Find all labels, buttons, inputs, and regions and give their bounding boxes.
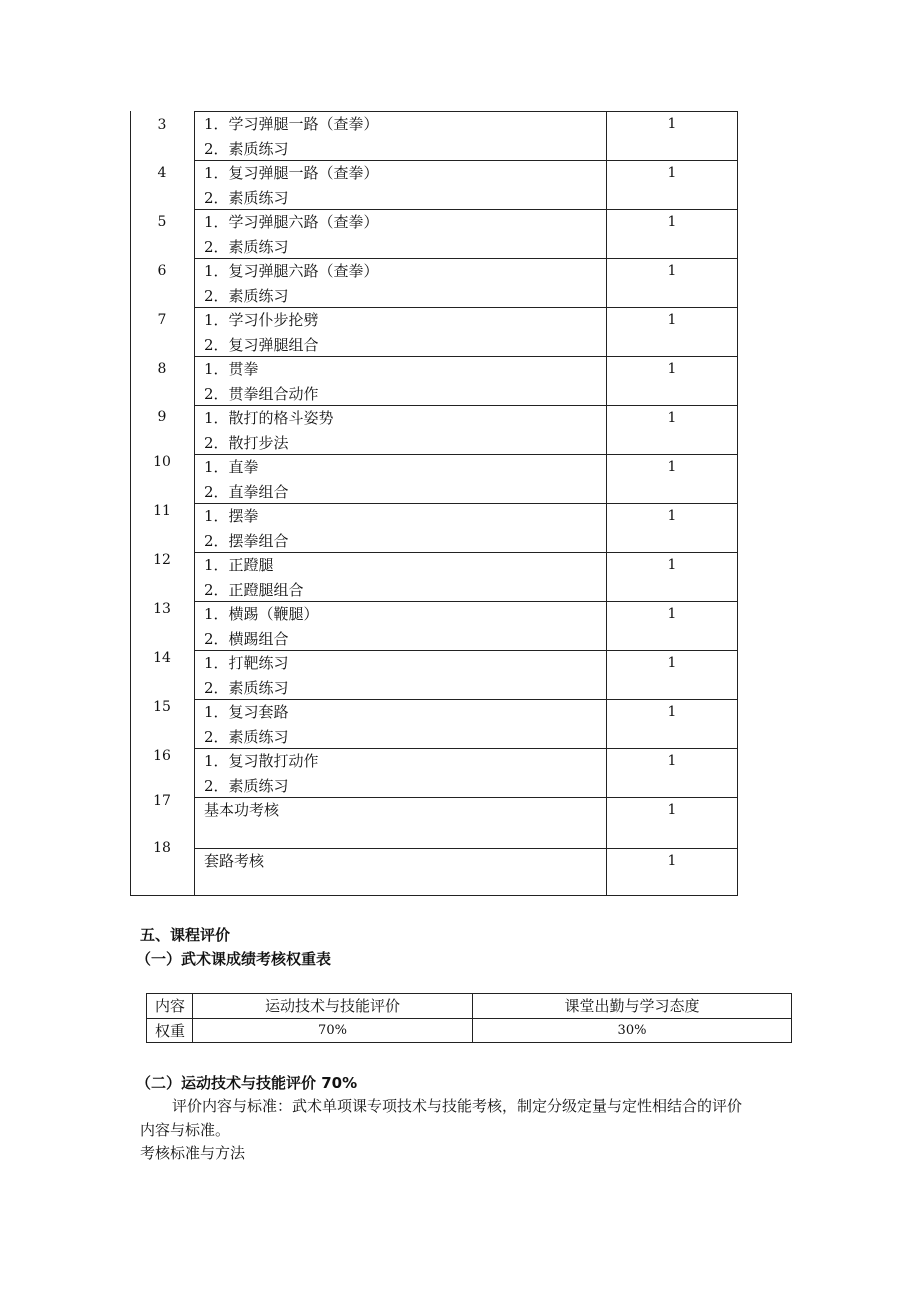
- week-number: 17: [153, 793, 171, 809]
- lesson-line: 1．正蹬腿: [204, 556, 274, 574]
- lesson-line: 1．打靶练习: [204, 654, 289, 672]
- lesson-hours: 1: [667, 802, 677, 818]
- lesson-content: [204, 210, 604, 259]
- lesson-content: [204, 357, 604, 406]
- lesson-line: 1．横踢（鞭腿）: [204, 605, 319, 623]
- lesson-hours: 1: [667, 214, 677, 230]
- week-number: 7: [157, 312, 167, 328]
- week-number: 16: [153, 748, 171, 764]
- lesson-content: [204, 259, 604, 308]
- lesson-content: [204, 798, 604, 823]
- lesson-line: 2．素质练习: [204, 286, 289, 305]
- lesson-content: [204, 700, 604, 749]
- week-number: 14: [153, 650, 171, 666]
- lesson-content: [204, 553, 604, 602]
- lesson-line: 1．学习弹腿六路（查拳）: [204, 213, 379, 231]
- lesson-hours: 1: [667, 606, 677, 622]
- lesson-content: [204, 504, 604, 553]
- week-number: 8: [157, 361, 167, 377]
- lesson-hours: 1: [667, 508, 677, 524]
- weight-header-skill: 运动技术与技能评价: [264, 997, 400, 1015]
- section-title: 五、课程评价: [140, 926, 231, 944]
- lesson-line: 2．横踢组合: [204, 629, 289, 648]
- weight-value-skill: 70%: [318, 1023, 347, 1038]
- schedule-table: [130, 111, 738, 896]
- lesson-line: 2．素质练习: [204, 237, 289, 256]
- lesson-line: 套路考核: [204, 852, 265, 870]
- weight-row-label: 权重: [154, 1022, 185, 1040]
- lesson-hours: 1: [667, 165, 677, 181]
- lesson-hours: 1: [667, 361, 677, 377]
- weight-header-content: 内容: [154, 997, 185, 1015]
- lesson-line: 2．复习弹腿组合: [204, 335, 319, 354]
- lesson-line: 1．复习弹腿一路（查拳）: [204, 164, 379, 182]
- weight-table-left: [146, 993, 147, 1043]
- weight-table: [146, 993, 792, 1043]
- lesson-hours: 1: [667, 312, 677, 328]
- weight-header-attendance: 课堂出勤与学习态度: [564, 997, 700, 1015]
- week-number: 6: [157, 263, 167, 279]
- lesson-content: [204, 849, 604, 874]
- lesson-line: 2．正蹬腿组合: [204, 580, 304, 599]
- weight-value-attendance: 30%: [617, 1023, 647, 1038]
- lesson-content: [204, 602, 604, 651]
- lesson-line: 2．散打步法: [204, 433, 289, 452]
- lesson-line: 2．直拳组合: [204, 482, 289, 501]
- lesson-content: [204, 455, 604, 504]
- lesson-line: 1．散打的格斗姿势: [204, 409, 334, 427]
- lesson-line: 1．直拳: [204, 458, 259, 476]
- lesson-hours: 1: [667, 853, 677, 869]
- lesson-hours: 1: [667, 557, 677, 573]
- week-number: 4: [157, 165, 167, 181]
- subsection-title-weight: （一）武术课成绩考核权重表: [136, 950, 332, 968]
- week-number: 12: [153, 552, 171, 568]
- lesson-hours: 1: [667, 753, 677, 769]
- lesson-hours: 1: [667, 655, 677, 671]
- lesson-line: 2．素质练习: [204, 776, 289, 795]
- week-number: 11: [153, 503, 171, 519]
- lesson-hours: 1: [667, 704, 677, 720]
- lesson-hours: 1: [667, 263, 677, 279]
- paragraph-line-2: 内容与标准。: [140, 1121, 231, 1139]
- paragraph-line-3: 考核标准与方法: [140, 1144, 246, 1162]
- lesson-content: [204, 749, 604, 798]
- lesson-line: 基本功考核: [204, 801, 280, 819]
- lesson-line: 2．摆拳组合: [204, 531, 289, 550]
- lesson-line: 1．复习套路: [204, 703, 289, 721]
- week-number: 10: [153, 454, 171, 470]
- lesson-hours: 1: [667, 410, 677, 426]
- week-number: 15: [153, 699, 171, 715]
- week-number: 13: [153, 601, 171, 617]
- subsection-title-skill: （二）运动技术与技能评价 70%: [136, 1074, 358, 1092]
- lesson-content: [204, 308, 604, 357]
- lesson-line: 1．复习弹腿六路（查拳）: [204, 262, 379, 280]
- lesson-line: 2．素质练习: [204, 139, 289, 158]
- lesson-line: 2．素质练习: [204, 188, 289, 207]
- lesson-line: 2．素质练习: [204, 678, 289, 697]
- lesson-content: [204, 112, 604, 161]
- lesson-hours: 1: [667, 459, 677, 475]
- week-number: 5: [157, 214, 167, 230]
- lesson-line: 2．素质练习: [204, 727, 289, 746]
- lesson-line: 1．复习散打动作: [204, 752, 319, 770]
- lesson-line: 1．摆拳: [204, 507, 259, 525]
- lesson-line: 1．学习弹腿一路（查拳）: [204, 115, 379, 133]
- lesson-hours: 1: [667, 116, 677, 132]
- lesson-line: 1．学习仆步抡劈: [204, 311, 319, 329]
- week-number: 3: [157, 117, 167, 133]
- lesson-line: 2．贯拳组合动作: [204, 384, 319, 403]
- lesson-content: [204, 406, 604, 455]
- lesson-line: 1．贯拳: [204, 360, 259, 378]
- table-border-bottom: [130, 895, 738, 896]
- weight-table-right: [791, 993, 792, 1043]
- lesson-content: [204, 161, 604, 210]
- week-number: 18: [153, 840, 171, 856]
- lesson-content: [204, 651, 604, 700]
- paragraph-line-1: 评价内容与标准：武术单项课专项技术与技能考核，制定分级定量与定性相结合的评价: [172, 1097, 743, 1115]
- week-number: 9: [157, 409, 167, 425]
